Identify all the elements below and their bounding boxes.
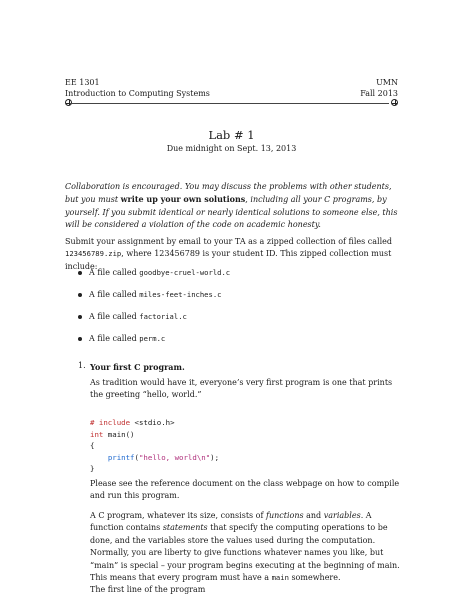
compile-paragraph: Please see the reference document on the class webpage on how to compile and run this program. [90,479,400,501]
course-name: Introduction to Computing Systems [65,89,210,98]
header-row-3 [65,99,398,109]
header-rule [70,103,389,104]
term: Fall 2013 [360,89,398,98]
file-name: perm.c [139,334,166,343]
section-intro: As tradition would have it, everyone’s very first program is one that prints the greeting “hello, world.” [90,378,393,400]
collaboration-paragraph [65,181,401,232]
file-name: factorial.c [139,312,187,321]
para-text: . A function contains [90,511,372,533]
code-preprocessor: # include [90,418,131,427]
para-text: and [303,511,324,520]
list-item [78,268,230,290]
list-item [78,290,230,312]
oplus-right-icon [391,99,398,106]
code-block [90,417,219,475]
file-prefix: A file called [89,290,140,299]
file-prefix: A file called [89,268,140,277]
file-prefix: A file called [89,334,140,343]
zip-filename: 123456789.zip [65,249,122,259]
first-line-paragraph: The first line of the program [90,585,206,594]
file-list [78,268,230,356]
code-text: { [90,441,95,451]
para-text: somewhere. [288,573,341,583]
file-name: miles-feet-inches.c [139,290,222,299]
para-code: main [271,573,289,583]
code-text: } [90,464,95,474]
code-line [90,440,219,452]
course-code: EE 1301 [65,78,100,87]
code-text: main() [103,429,135,439]
code-function: printf [107,452,135,462]
code-line [90,417,219,429]
list-item [78,334,230,356]
due-date: Due midnight on Sept. 13, 2013 [166,144,297,153]
submit-text-1: Submit your assignment by email to your TA as a zipped collection of files called [65,237,393,246]
functions-paragraph [90,510,401,584]
collab-text-1: Collaboration is encouraged. You may discuss the problems with other students, but you must [65,182,392,205]
code-string: "hello, world\n" [138,452,211,462]
para-emph: functions [266,511,304,520]
list-item [78,312,230,334]
file-prefix: A file called [89,312,140,321]
para-emph: variables [323,511,361,520]
file-name: goodbye-cruel-world.c [139,268,231,277]
section-number: 1. [78,361,86,370]
para-text: that specify the computing operations to be done, and the variables store the values used during the computation. Normally, you are liberty to give functions whatever names you like, but “main” is special – your program begins executing at the beginning of main. This means that every program must have a [90,523,400,583]
para-text: A C program, whatever its size, consists of [90,511,266,520]
code-line [90,452,219,464]
code-text: ( [134,452,139,462]
code-line [90,463,219,475]
lab-title: Lab # 1 [208,128,255,142]
collab-text-2: , including all your C programs, by yourself. If you submit identical or nearly identical solutions to someone else, this will be considered a violation of the code on academic honesty. [65,195,398,230]
code-text: ); [210,452,220,462]
code-keyword: int [90,429,104,439]
section-title: Your first C program. [90,362,185,372]
collab-bold: write up your own solutions [120,194,246,205]
code-line [90,429,219,441]
code-text: <stdio.h> [130,418,175,427]
university: UMN [376,78,398,87]
submit-text-2: , where 123456789 is your student ID. This zipped collection must include: [65,249,392,271]
para-emph: statements [162,523,208,533]
